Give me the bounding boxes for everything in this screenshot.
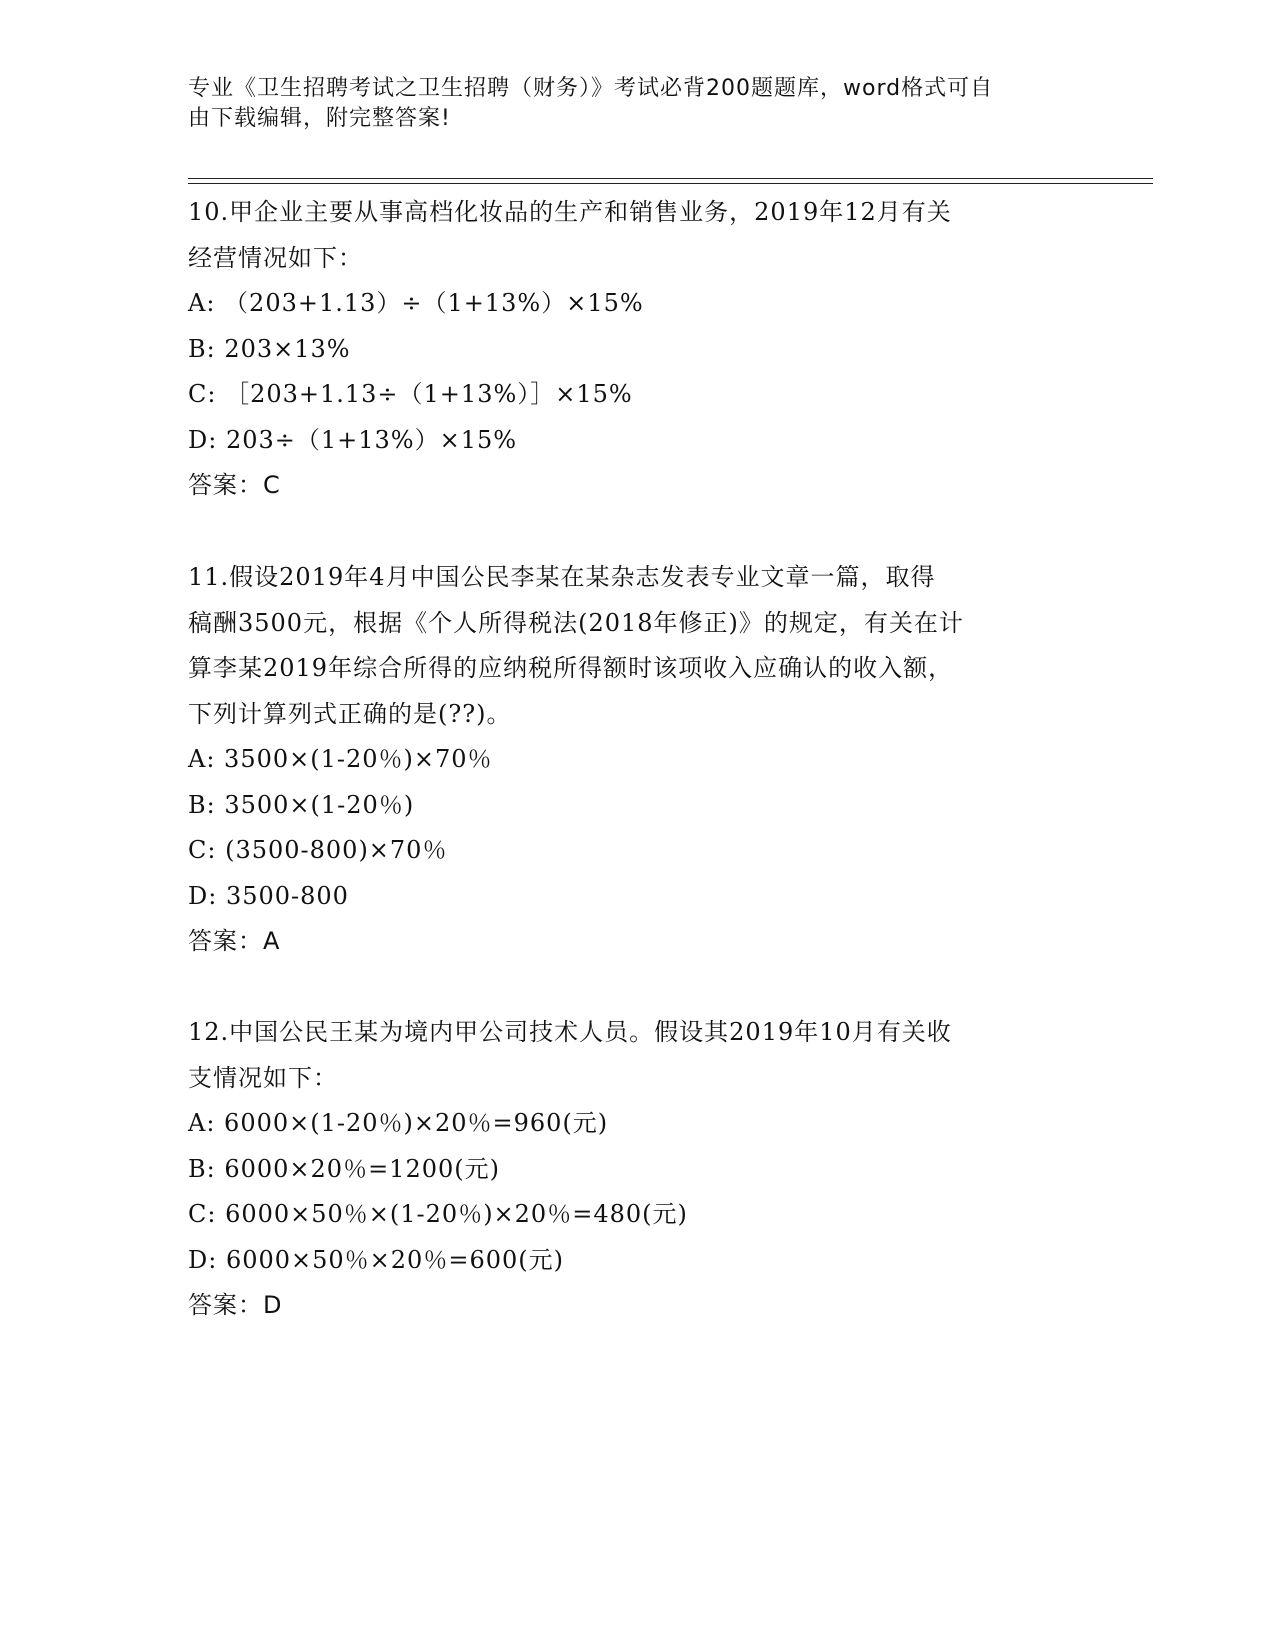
question-stem-line: 支情况如下：: [188, 1063, 338, 1092]
option-a: A: 3500×(1-20％)×70％: [188, 745, 493, 773]
question-stem-line: 稿酬3500元，根据《个人所得税法(2018年修正)》的规定，有关在计: [188, 608, 964, 637]
option-b: B: 6000×20％=1200(元): [188, 1154, 500, 1183]
header-divider-top: [188, 178, 1153, 179]
answer-line: 答案：C: [188, 471, 281, 499]
option-c: C: ［203+1.13÷（1+13%）］×15%: [188, 380, 633, 408]
question-10: [188, 190, 1088, 509]
question-stem-line: 经营情况如下：: [188, 243, 363, 272]
header-line-2: 由下载编辑，附完整答案!: [188, 106, 451, 131]
question-stem-line: 12.中国公民王某为境内甲公司技术人员。假设其2019年10月有关收: [188, 1018, 952, 1046]
question-12: [188, 1010, 1088, 1329]
option-d: D: 6000×50％×20％=600(元): [188, 1245, 564, 1274]
option-d: D: 203÷（1+13%）×15%: [188, 425, 518, 454]
option-d: D: 3500-800: [188, 881, 349, 910]
header-divider-bottom: [188, 183, 1153, 184]
question-stem-line: 11.假设2019年4月中国公民李某在某杂志发表专业文章一篇，取得: [188, 563, 936, 591]
option-b: B: 203×13%: [188, 334, 351, 363]
answer-line: 答案：D: [188, 1291, 283, 1319]
document-header: [188, 74, 1068, 134]
answer-line: 答案：A: [188, 927, 281, 955]
header-line-1: 专业《卫生招聘考试之卫生招聘（财务）》考试必背200题题库，word格式可自: [188, 76, 994, 101]
question-stem-line: 10.甲企业主要从事高档化妆品的生产和销售业务，2019年12月有关: [188, 198, 952, 226]
question-stem-line: 下列计算列式正确的是(??)。: [188, 699, 512, 728]
option-c: C: 6000×50％×(1-20％)×20％=480(元): [188, 1200, 688, 1228]
question-stem-line: 算李某2019年综合所得的应纳税所得额时该项收入应确认的收入额，: [188, 654, 954, 682]
option-a: A: 6000×(1-20％)×20％=960(元): [188, 1109, 609, 1137]
option-c: C: (3500-800)×70％: [188, 836, 448, 864]
option-b: B: 3500×(1-20％): [188, 790, 415, 819]
option-a: A: （203+1.13）÷（1+13%）×15%: [188, 289, 644, 317]
question-11: [188, 555, 1088, 965]
